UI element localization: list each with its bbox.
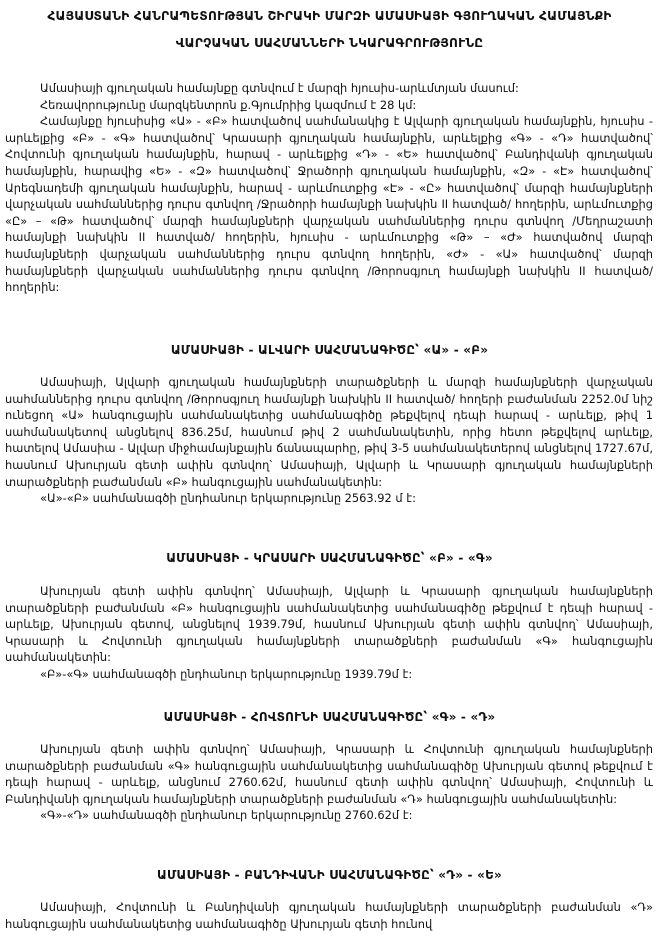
section-body: Ախուրյան գետի ափին գտնվող՝ Ամասիայի, Կրասարի և Հովտունի գյուղական համայնքների տարածքների բաժանման «Գ» հանգուցային սահմանակետից սահմանագիծը Ախուրյան գետով թեքվում է դեպի հարավ - արևելք, անցնում 2760.62մ, հասնում գետի ափին գտնվող՝ Ամասիայի, Հովտունի և Բանդիվանի գյուղական համայնքների տարածքների բաժանման «Դ» հանգուցային սահմանակետին:	[5, 742, 653, 806]
intro-paragraph-distance: Հեռավորությունը մարզկենտրոն ք.Գյումրիից կազմում է 28 կմ:	[40, 97, 417, 112]
section-summary: «Ա»-«Բ» սահմանագծի ընդհանուր երկարությունը 2563.92 մ է:	[40, 491, 416, 506]
section-body: Ամասիայի, Հովտունի և Բանդիվանի գյուղական համայնքների տարածքների բաժանման «Դ» հանգուցային սահմանակետից սահմանագիծը Ախուրյան գետի հունով	[5, 900, 653, 931]
intro-block	[5, 80, 653, 296]
intro-paragraph-neighbors: Համայնքը հյուսիսից «Ա» - «Բ» հատվածով սահմանակից է Ալվարի գյուղական համայնքին, հյուսիս - արևելքից «Բ» - «Գ» հատվածով՝ Կրասարի գյուղական համայնքին, արևելքից «Գ» - «Դ» հատվածով՝ Հովտունի գյուղական համայնքին, հարավ - արևելքից «Դ» - «Ե» հատվածով՝ Բանդիվանի գյուղական համայնքին, հարավից «Ե» - «Զ» հատվածով՝ Ջրածորի գյուղական համայնքին, «Զ» - «Է» հատվածով՝ Արեգնադեմի գյուղական համայնքին, հարավ - արևմուտքից «Է» - «Ը» հատվածով՝ մարզի համայնքների վարչական սահմաններից դուրս գտնվող /Ջրածորի համայնքի նախկին II հատված/ հողերին, արևմուտքից «Ը» – «Թ» հատվածով՝ մարզի համայնքների վարչական սահմաններից դուրս գտնվող /Մեղրաշատի համայնքի նախկին II հատված/ հողերին, հյուսիս - արևմուտքից «Թ» – «Ժ» հատվածով մարզի համայնքների վարչական սահմաններից դուրս գտնվող հողերին, «Ժ» - «Ա» հատվածով՝ մարզի համայնքների վարչական սահմաններից դուրս գտնվող /Թորոսգյուղ համայնքի նախկին II հատված/ հողերին:	[5, 114, 653, 295]
section-body: Ամասիայի, Ալվարի գյուղական համայնքների տարածքների և մարզի համայնքների վարչական սահմաններից դուրս գտնվող /Թորոսգյուղ համայնքի նախկին II հատված/ հողերի բաժանման 2252.0մ նիշ ունեցող «Ա» հանգուցային սահմանակետից սահմանագիծը թեքվելով դեպի հարավ - արևելք, թիվ 1 սահմանակետով անցնելով 836.25մ, հասնում թիվ 2 սահմանակետին, որից հետո թեքվելով արևելք, հատելով Ամասիա - Ալվար միջհամայնքային ճանապարհը, թիվ 3-5 սահմանակետերով անցնելով 1727.67մ, հասնում Ախուրյան գետի ափին գտնվող՝ Ամասիայի, Ալվարի և Կրասարի գյուղական համայնքների տարածքների բաժանման «Բ» հանգուցային սահմանակետին:	[5, 375, 653, 489]
intro-paragraph-location: Ամասիայի գյուղական համայնքը գտնվում է մարզի հյուսիս-արևմտյան մասում:	[40, 81, 519, 95]
section-heading-amasia-hovtun: ԱՄԱՍԻԱՅԻ - ՀՈՎՏՈՒՆԻ ՍԱՀՄԱՆԱԳԻԾԸ՝ «Գ» - «Դ»	[163, 710, 496, 724]
section-amasia-alvar	[5, 374, 653, 507]
section-summary: «Գ»-«Դ» սահմանագծի ընդհանուր երկարությունը 2760.62մ է:	[40, 808, 413, 823]
document-title-line-2: ՎԱՐՉԱԿԱՆ ՍԱՀՄԱՆՆԵՐԻ ՆԿԱՐԱԳՐՈՒԹՅՈՒՆԸ	[175, 36, 484, 50]
document-title-line-1: ՀԱՅԱՍՏԱՆԻ ՀԱՆՐԱՊԵՏՈՒԹՅԱՆ ՇԻՐԱԿԻ ՄԱՐԶԻ ԱՄԱՍԻԱՅԻ ԳՅՈՒՂԱԿԱՆ ՀԱՄԱՅՆՔԻ	[47, 9, 612, 23]
section-amasia-bandivan	[5, 899, 653, 932]
section-amasia-krasar	[5, 583, 653, 683]
section-body: Ախուրյան գետի ափին գտնվող՝ Ամասիայի, Ալվարի և Կրասարի գյուղական համայնքների տարածքների բաժանման «Բ» հանգուցային սահմանակետից սահմանագիծը թեքվում է դեպի հարավ - արևելք, Ախուրյան գետով, անցնելով 1939.79մ, հասնում Ախուրյան գետի ափին գտնվող՝ Ամասիայի, Կրասարի և Հովտունի գյուղական համայնքների տարածքների բաժանման «Գ» հանգուցային սահմանակետին:	[5, 584, 653, 665]
section-summary: «Բ»-«Գ» սահմանագծի ընդհանուր երկարությունը 1939.79մ է:	[40, 666, 413, 681]
section-heading-amasia-krasar: ԱՄԱՍԻԱՅԻ - ԿՐԱՍԱՐԻ ՍԱՀՄԱՆԱԳԻԾԸ՝ «Բ» - «Գ»	[166, 551, 493, 565]
section-heading-amasia-bandivan: ԱՄԱՍԻԱՅԻ - ԲԱՆԴԻՎԱՆԻ ՍԱՀՄԱՆԱԳԻԾԸ՝ «Դ» - «Ե»	[157, 868, 502, 882]
section-amasia-hovtun	[5, 741, 653, 824]
section-heading-amasia-alvar: ԱՄԱՍԻԱՅԻ - ԱԼՎԱՐԻ ՍԱՀՄԱՆԱԳԻԾԸ՝ «Ա» - «Բ»	[170, 343, 489, 357]
